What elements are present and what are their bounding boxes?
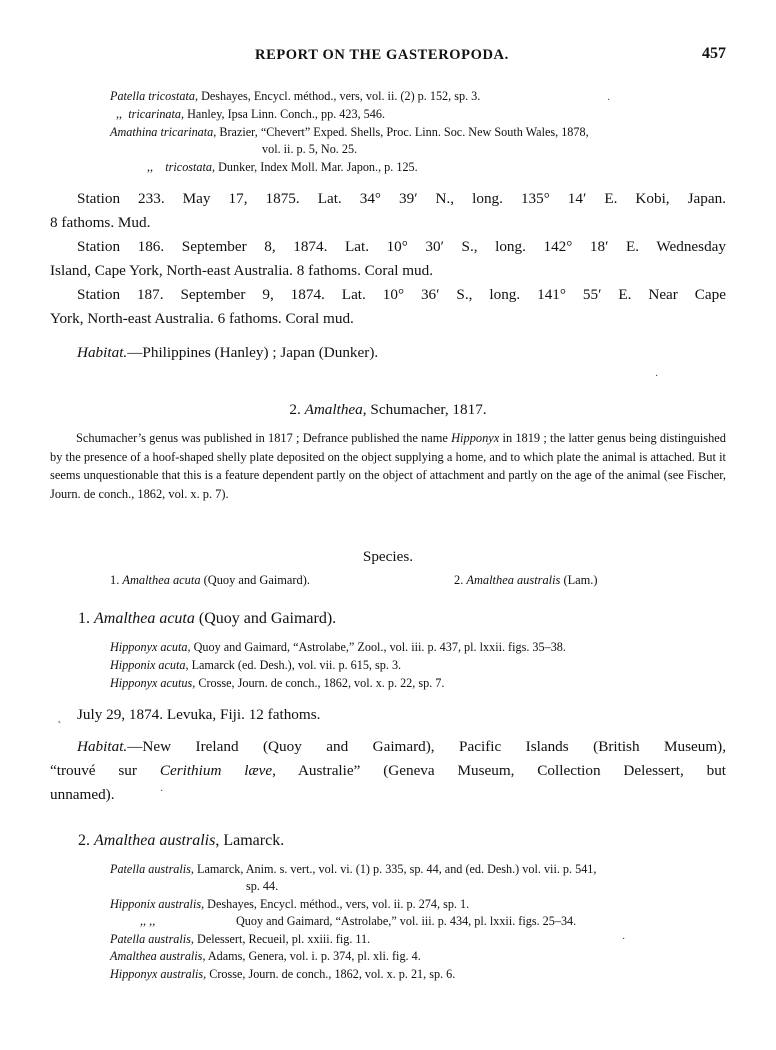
scan-speck: ·	[607, 95, 611, 106]
scan-speck: ·	[160, 786, 164, 797]
habitat-statement: Habitat.—New Ireland (Quoy and Gaimard), Pacific Islands (British Museum), “trouvé sur Cerithium læve, Australie” (Geneva Museum, Collection Delessert, but unnamed).	[50, 738, 727, 803]
synonymy-line: ,, tricostata, Dunker, Index Moll. Mar. Japon., p. 125.	[147, 160, 418, 174]
synonymy-line: Patella australis, Lamarck, Anim. s. vert., vol. vi. (1) p. 335, sp. 44, and (ed. Desh.) vol. vii. p. 541,	[110, 862, 597, 876]
habitat-statement: Habitat.—Philippines (Hanley) ; Japan (Dunker).	[77, 344, 379, 361]
running-title: REPORT ON THE GASTEROPODA.	[255, 47, 509, 63]
page-number: 457	[702, 45, 726, 62]
synonymy-line: ,, ,, Quoy and Gaimard, “Astrolabe,” vol. iii. p. 434, pl. lxxii. figs. 25–34.	[140, 914, 577, 928]
synonymy-line: Hipponix acuta, Lamarck (ed. Desh.), vol. vii. p. 615, sp. 3.	[110, 658, 402, 672]
station-record: Station 233. May 17, 1875. Lat. 34° 39′ N., long. 135° 14′ E. Kobi, Japan. 8 fathoms. Mud.	[50, 190, 726, 231]
synonymy-line: Hipponix australis, Deshayes, Encycl. méthod., vers, vol. ii. p. 274, sp. 1.	[110, 897, 470, 911]
synonymy-continuation: sp. 44.	[246, 879, 279, 893]
scan-speck: ·	[655, 371, 659, 382]
species-heading-australis: 2. Amalthea australis, Lamarck.	[78, 832, 285, 849]
synonymy-line: Hipponyx acuta, Quoy and Gaimard, “Astrolabe,” Zool., vol. iii. p. 437, pl. lxxii. figs. 35–38.	[110, 640, 566, 654]
species-heading-acuta: 1. Amalthea acuta (Quoy and Gaimard).	[78, 610, 337, 627]
genus-heading: 2. Amalthea, Schumacher, 1817.	[289, 401, 487, 418]
synonymy-line: Hipponyx acutus, Crosse, Journ. de conch., 1862, vol. x. p. 22, sp. 7.	[110, 676, 445, 690]
synonymy-line: Patella australis, Delessert, Recueil, pl. xxiii. fig. 11.	[110, 932, 371, 946]
synonymy-line: Amathina tricarinata, Brazier, “Chevert” Exped. Shells, Proc. Linn. Soc. New South Wales, 1878,	[110, 125, 589, 139]
species-list-item: 1. Amalthea acuta (Quoy and Gaimard).	[110, 573, 310, 587]
synonymy-line: Patella tricostata, Deshayes, Encycl. méthod., vers, vol. ii. (2) p. 152, sp. 3.	[110, 89, 481, 103]
species-list-item: 2. Amalthea australis (Lam.)	[454, 573, 598, 587]
species-heading: Species.	[362, 548, 414, 565]
synonymy-line: Hipponyx australis, Crosse, Journ. de conch., 1862, vol. x. p. 21, sp. 6.	[110, 967, 456, 981]
station-record: July 29, 1874. Levuka, Fiji. 12 fathoms.	[77, 706, 321, 723]
station-record: Station 186. September 8, 1874. Lat. 10° 30′ S., long. 142° 18′ E. Wednesday Island, Cape York, North-east Australia. 8 fathoms. Coral mud.	[50, 238, 726, 279]
station-record: Station 187. September 9, 1874. Lat. 10° 36′ S., long. 141° 55′ E. Near Cape York, North-east Australia. 6 fathoms. Coral mud.	[50, 286, 726, 327]
synonymy-line: ,, tricarinata, Hanley, Ipsa Linn. Conch., pp. 423, 546.	[116, 107, 386, 121]
scan-speck: ·	[622, 934, 626, 945]
synonymy-line: Amalthea australis, Adams, Genera, vol. i. p. 374, pl. xli. fig. 4.	[110, 949, 421, 963]
synonymy-continuation: vol. ii. p. 5, No. 25.	[262, 142, 358, 156]
genus-discussion: Schumacher’s genus was published in 1817 ; Defrance published the name Hipponyx in 1819 ; the latter genus being distinguished by the presence of a hoof-shaped shelly plate deposited on the object supplying a home, and to which plate the animal is attached. But it seems unquestionable that this is a feature dependent partly on the object of attachment and partly on the age of the animal (see Fischer, Journ. de conch., 1862, vol. x. p. 7).	[50, 431, 726, 501]
scan-speck: ˛	[58, 713, 62, 724]
